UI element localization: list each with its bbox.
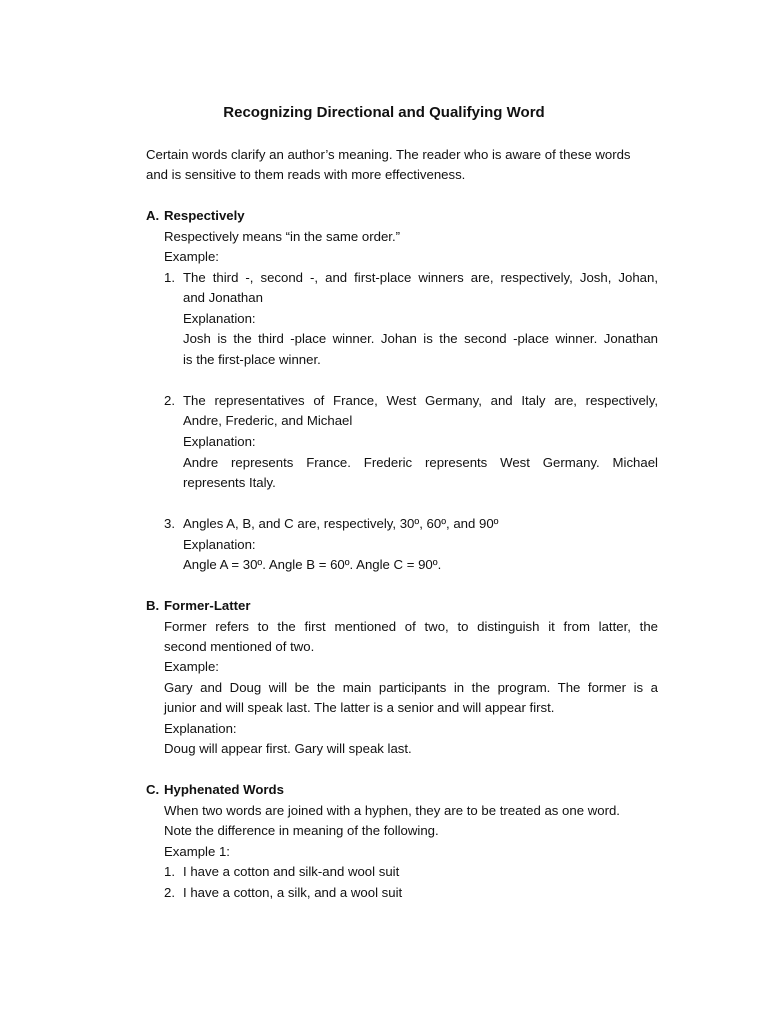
example-label: Example: <box>164 659 219 674</box>
explanation-label: Explanation: <box>183 537 256 552</box>
section-c-heading: Hyphenated Words <box>164 782 284 797</box>
explanation-line: represents Italy. <box>183 475 276 490</box>
section-b-marker: B. <box>146 598 160 613</box>
intro-line: Certain words clarify an author’s meaning. The reader who is aware of these words <box>146 147 631 162</box>
definition-line: When two words are joined with a hyphen, they are to be treated as one word. <box>164 803 620 818</box>
intro-line: and is sensitive to them reads with more effectiveness. <box>146 167 466 182</box>
explanation-line: Angle A = 30º. Angle B = 60º. Angle C = 90º. <box>183 557 442 572</box>
section-b-heading: Former-Latter <box>164 598 251 613</box>
explanation-line: Andre represents France. Frederic represents West Germany. Michael <box>183 455 658 470</box>
definition-line: Former refers to the first mentioned of two, to distinguish it from latter, the <box>164 619 658 634</box>
definition-line: second mentioned of two. <box>164 639 315 654</box>
explanation-label: Explanation: <box>164 721 237 736</box>
list-number: 1. <box>164 864 175 879</box>
example-line: Gary and Doug will be the main participants in the program. The former is a <box>164 680 658 695</box>
explanation-line: is the first-place winner. <box>183 352 321 367</box>
list-item-line: The representatives of France, West Germany, and Italy are, respectively, <box>183 393 658 408</box>
list-number: 1. <box>164 270 175 285</box>
explanation-label: Explanation: <box>183 311 256 326</box>
list-item-line: Angles A, B, and C are, respectively, 30º, 60º, and 90º <box>183 516 499 531</box>
section-c-marker: C. <box>146 782 160 797</box>
list-item-line: I have a cotton, a silk, and a wool suit <box>183 885 403 900</box>
section-a-definition: Respectively means “in the same order.” <box>164 229 401 244</box>
list-number: 3. <box>164 516 175 531</box>
list-item-line: Andre, Frederic, and Michael <box>183 413 353 428</box>
explanation-label: Explanation: <box>183 434 256 449</box>
page-title: Recognizing Directional and Qualifying Word <box>223 104 545 121</box>
list-number: 2. <box>164 885 175 900</box>
list-item-line: and Jonathan <box>183 290 263 305</box>
list-item-line: I have a cotton and silk-and wool suit <box>183 864 400 879</box>
example-label: Example: <box>164 249 219 264</box>
explanation-line: Doug will appear first. Gary will speak last. <box>164 741 412 756</box>
example-label: Example 1: <box>164 844 230 859</box>
list-item-line: The third -, second -, and first-place winners are, respectively, Josh, Johan, <box>183 270 658 285</box>
definition-line: Note the difference in meaning of the following. <box>164 823 439 838</box>
list-number: 2. <box>164 393 175 408</box>
example-line: junior and will speak last. The latter is a senior and will appear first. <box>164 700 555 715</box>
section-a-heading: Respectively <box>164 208 245 223</box>
explanation-line: Josh is the third -place winner. Johan is the second -place winner. Jonathan <box>183 331 658 346</box>
section-a-marker: A. <box>146 208 160 223</box>
